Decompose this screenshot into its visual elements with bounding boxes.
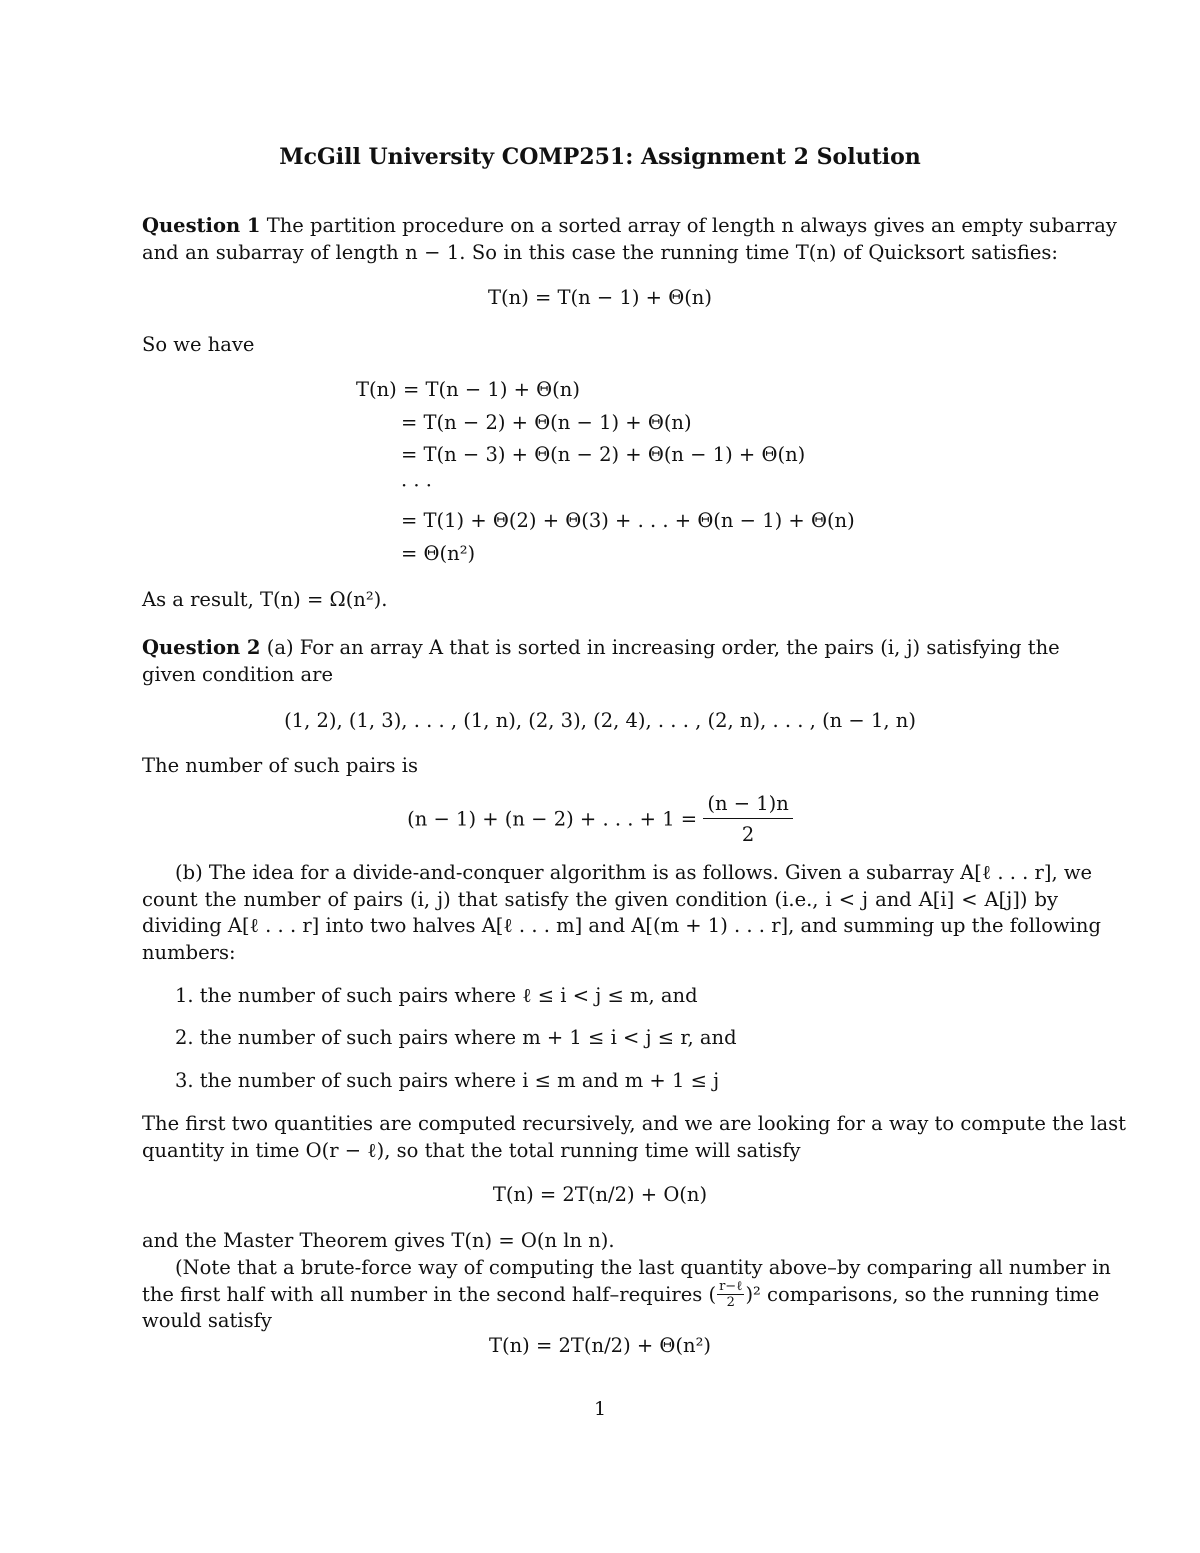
list-item: 3. the number of such pairs where i ≤ m and m + 1 ≤ j (175, 1069, 720, 1092)
page-number: 1 (593, 1398, 607, 1420)
q2-pairs-equation: (1, 2), (1, 3), . . . , (1, n), (2, 3), (2, 4), . . . , (2, n), . . . , (n − 1, n) (284, 709, 916, 732)
q2-master-line: and the Master Theorem gives T(n) = O(n ln n). (142, 1229, 615, 1252)
q1-so-we-have: So we have (142, 333, 255, 356)
q2-sum-equation (0, 794, 1200, 844)
list-item: 2. the number of such pairs where m + 1 ≤ i < j ≤ r, and (175, 1026, 737, 1049)
q1-line-2: and an subarray of length n − 1. So in this case the running time T(n) of Quicksort satisfies: (142, 241, 1058, 264)
sum-numerator: (n − 1)n (703, 794, 792, 819)
sum-denominator: 2 (741, 822, 755, 846)
note-fraction (717, 1280, 744, 1309)
q2-a-line-1 (142, 638, 1058, 658)
note-text-right: )² comparisons, so the running time (745, 1282, 1100, 1306)
q2-note-line: would satisfy (142, 1309, 272, 1332)
sum-lhs: (n − 1) + (n − 2) + . . . + 1 = (407, 807, 698, 831)
derivation-line: T(n) = T(n − 1) + Θ(n) (356, 378, 580, 401)
q2-b-line: (b) The idea for a divide-and-conquer algorithm is as follows. Given a subarray A[ℓ . . . r], we (175, 861, 1093, 884)
page-title: McGill University COMP251: Assignment 2 Solution (279, 144, 921, 170)
q1-heading: Question 1 (142, 214, 261, 237)
note-text-left: the first half with all number in the second half–requires ( (142, 1282, 717, 1306)
q2-brute-equation: T(n) = 2T(n/2) + Θ(n²) (489, 1334, 711, 1357)
q2-b-line: count the number of pairs (i, j) that satisfy the given condition (i.e., i < j and A[i] < A[j]) by (142, 888, 1058, 911)
sum-fraction (703, 794, 792, 844)
q2-b-line: numbers: (142, 941, 236, 964)
q2-note-line-frac (142, 1279, 1100, 1310)
derivation-line: = T(n − 3) + Θ(n − 2) + Θ(n − 1) + Θ(n) (401, 443, 806, 466)
q1-result: As a result, T(n) = Ω(n²). (142, 588, 388, 611)
q2-b-line: dividing A[ℓ . . . r] into two halves A[ℓ . . . m] and A[(m + 1) . . . r], and summing up the following (142, 914, 1101, 937)
q2-master-equation: T(n) = 2T(n/2) + O(n) (492, 1183, 708, 1206)
q2-count-intro: The number of such pairs is (142, 754, 418, 777)
derivation-line: = T(1) + Θ(2) + Θ(3) + . . . + Θ(n − 1) + Θ(n) (401, 509, 855, 532)
q2-note-line: (Note that a brute-force way of computing the last quantity above–by comparing all number in (175, 1256, 1111, 1279)
q2-a-line-2: given condition are (142, 663, 334, 686)
q2-after-list-line: quantity in time O(r − ℓ), so that the total running time will satisfy (142, 1139, 801, 1162)
derivation-line: = T(n − 2) + Θ(n − 1) + Θ(n) (401, 411, 692, 434)
note-frac-den: 2 (726, 1295, 735, 1310)
q2-a-line-1-text: (a) For an array A that is sorted in increasing order, the pairs (i, j) satisfying the (266, 636, 1060, 659)
q1-line-1 (142, 214, 1117, 237)
note-frac-num: r−ℓ (719, 1279, 743, 1294)
derivation-line: = Θ(n²) (401, 542, 476, 565)
derivation-line: · · · (401, 474, 432, 497)
q2-after-list-line: The first two quantities are computed recursively, and we are looking for a way to compute the last (142, 1112, 1126, 1135)
q2-heading: Question 2 (142, 636, 261, 659)
q1-equation: T(n) = T(n − 1) + Θ(n) (488, 286, 712, 309)
q1-line-1-text: The partition procedure on a sorted array of length n always gives an empty subarray (266, 214, 1117, 237)
list-item: 1. the number of such pairs where ℓ ≤ i < j ≤ m, and (175, 984, 698, 1007)
